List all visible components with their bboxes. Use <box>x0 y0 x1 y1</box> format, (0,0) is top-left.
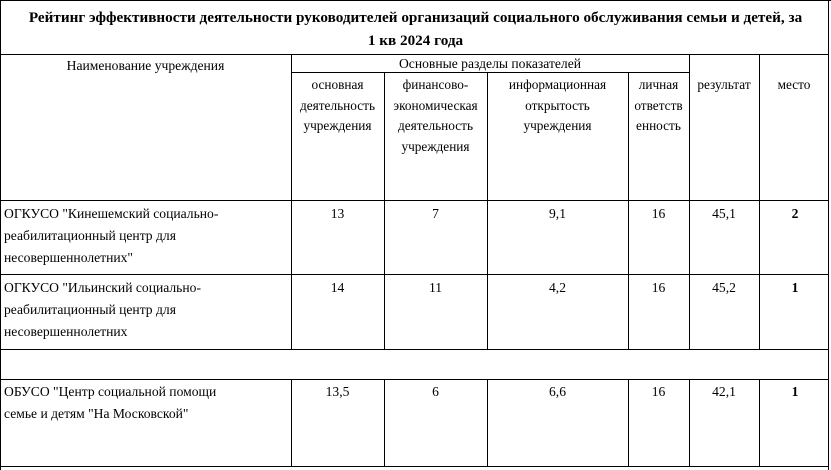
row1-place: 2 <box>791 206 799 221</box>
row1-responsibility: 16 <box>651 206 666 221</box>
row3-result: 42,1 <box>712 384 736 399</box>
header-bottom-line <box>0 200 829 201</box>
table-border-bottom <box>0 466 829 467</box>
header-col-finance: финансово- экономическая деятельность учреждения <box>393 77 478 154</box>
header-col-main-activity: основная деятельность учреждения <box>299 77 376 133</box>
row3-info-openness: 6,6 <box>549 384 566 399</box>
row2-info-openness: 4,2 <box>549 280 566 295</box>
row3-main-activity: 13,5 <box>325 384 350 399</box>
title-line-1: Рейтинг эффективности деятельности руководителей организаций социального обслуживания семьи и детей, за <box>28 9 803 26</box>
row2-bottom-line <box>0 349 829 350</box>
table-border-top <box>0 0 831 1</box>
row1-result: 45,1 <box>712 206 736 221</box>
title-line-2: 1 кв 2024 года <box>367 32 464 49</box>
row2-main-activity: 14 <box>330 280 345 295</box>
row1-bottom-line <box>0 274 829 275</box>
header-col-info-openness: информационная открытость учреждения <box>508 77 607 133</box>
spacer-bottom-line <box>0 379 829 380</box>
row3-place: 1 <box>791 384 799 399</box>
row1-finance: 7 <box>432 206 439 221</box>
header-col-result: результат <box>697 77 751 92</box>
header-group-title: Основные разделы показателей <box>398 56 582 71</box>
col-divider-group-end <box>689 54 690 350</box>
row2-place: 1 <box>791 280 799 295</box>
header-col-place: место <box>777 77 811 92</box>
table-title <box>0 6 831 52</box>
row3-institution-name: ОБУСО "Центр социальной помощи семье и детям "На Московской" <box>4 384 217 421</box>
row1-institution-name: ОГКУСО "Кинешемский социально- реабилитационный центр для несовершеннолетних" <box>4 206 219 265</box>
row1-main-activity: 13 <box>330 206 345 221</box>
row2-finance: 11 <box>428 280 443 295</box>
row3-finance: 6 <box>432 384 439 399</box>
header-col-responsibility: личная ответств енность <box>634 77 683 133</box>
row2-institution-name: ОГКУСО "Ильинский социально- реабилитационный центр для несовершеннолетних <box>4 280 201 339</box>
row3-responsibility: 16 <box>651 384 666 399</box>
row2-result: 45,2 <box>712 280 736 295</box>
row1-info-openness: 9,1 <box>549 206 566 221</box>
col-divider-result <box>759 54 760 350</box>
header-institution-name: Наименование учреждения <box>66 58 225 73</box>
row2-responsibility: 16 <box>651 280 666 295</box>
